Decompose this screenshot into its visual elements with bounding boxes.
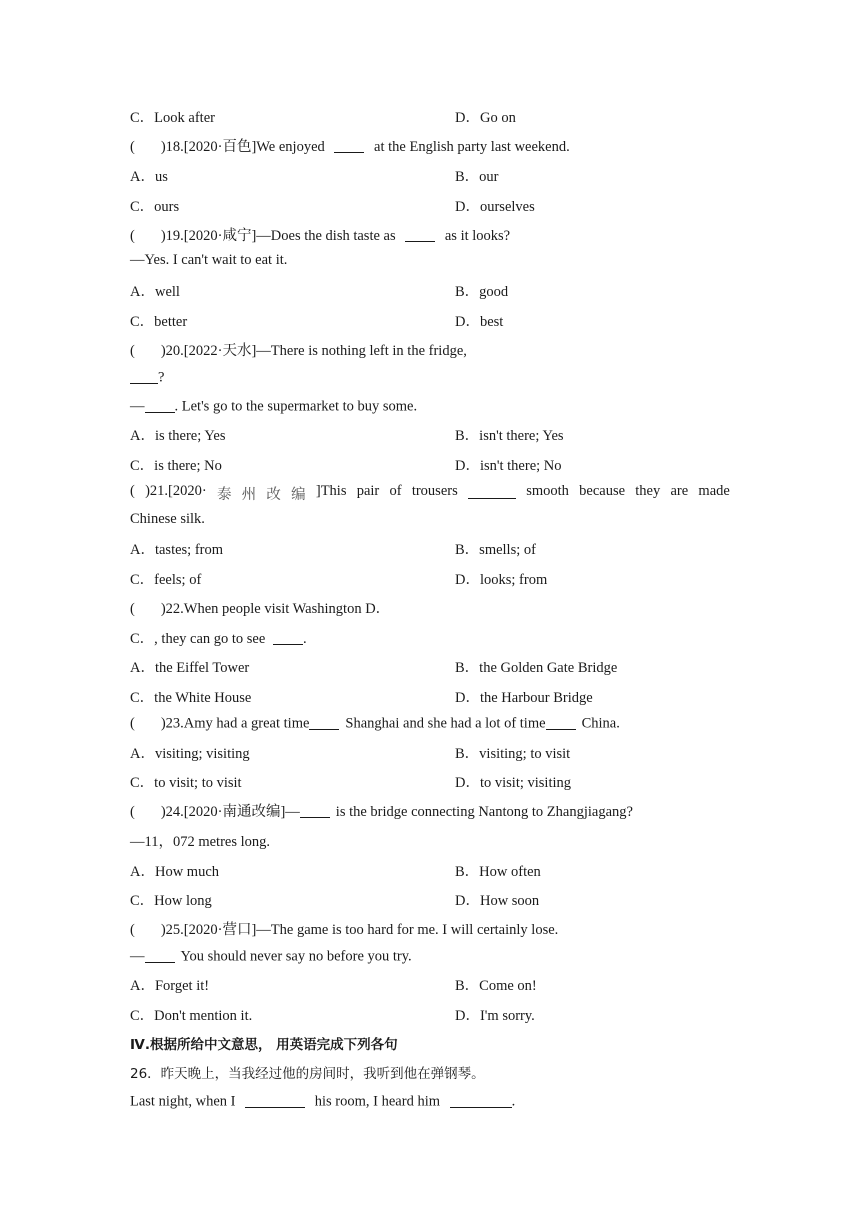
q25-option-b: B．Come on! bbox=[455, 978, 537, 994]
answer-paren: ( bbox=[130, 139, 135, 155]
q25-blank[interactable] bbox=[145, 947, 175, 963]
q19-option-b: B．good bbox=[455, 284, 509, 300]
q20-option-d: D．isn't there; No bbox=[455, 458, 562, 474]
q18-option-d: D．ourselves bbox=[455, 199, 535, 215]
question-23 bbox=[130, 714, 730, 733]
q23-stem-mid: Shanghai and she had a lot of time bbox=[345, 715, 546, 732]
q22-option-a: A．the Eiffel Tower bbox=[130, 660, 250, 676]
q26-blank-2[interactable] bbox=[450, 1092, 512, 1108]
q20-option-a: A．is there; Yes bbox=[130, 428, 226, 444]
q23-stem-end: China. bbox=[581, 715, 620, 732]
answer-paren: ( bbox=[130, 228, 135, 244]
q23-option-b: B．visiting; to visit bbox=[455, 746, 571, 762]
q22-option-b: B．the Golden Gate Bridge bbox=[455, 660, 618, 676]
q21-word: ]This bbox=[315, 483, 347, 499]
q23-stem: )23.Amy had a great time bbox=[160, 715, 310, 732]
q25-option-a: A．Forget it! bbox=[130, 978, 210, 994]
q21-option-c: C．feels; of bbox=[130, 572, 202, 588]
question-22 bbox=[130, 597, 730, 618]
q21-word: of bbox=[389, 483, 402, 499]
q26-chinese-prompt: 26．昨天晚上，当我经过他的房间时，我听到他在弹钢琴。 bbox=[130, 1066, 485, 1082]
q22-period: . bbox=[302, 631, 307, 647]
q19-option-c: C．better bbox=[130, 314, 188, 330]
q18-stem-rest: at the English party last weekend. bbox=[374, 139, 570, 155]
answer-paren: ( bbox=[130, 483, 135, 499]
q19-answer-line: —Yes. I can't wait to eat it. bbox=[130, 252, 288, 268]
q21-word: 编 bbox=[291, 487, 306, 503]
q21-line-2: Chinese silk. bbox=[130, 511, 205, 527]
q22-stem: )22.When people visit Washington D． bbox=[160, 601, 391, 617]
q24-option-d: D．How soon bbox=[455, 893, 540, 909]
q21-word: pair bbox=[356, 483, 380, 499]
q21-word: are bbox=[670, 483, 689, 499]
q22-option-c: C．the White House bbox=[130, 690, 252, 706]
q25-stem: )25.[2020·营口]—The game is too hard for me. I will certainly lose. bbox=[160, 922, 559, 938]
q21-option-d: D．looks; from bbox=[455, 572, 548, 588]
q24-option-a: A．How much bbox=[130, 864, 220, 880]
q24-option-b: B．How often bbox=[455, 864, 541, 880]
q26-text-start: Last night, when I bbox=[130, 1093, 236, 1110]
q20-blank-1[interactable] bbox=[130, 368, 158, 384]
answer-paren: ( bbox=[130, 922, 135, 938]
q19-blank[interactable] bbox=[405, 227, 435, 243]
q23-option-a: A．visiting; visiting bbox=[130, 746, 250, 762]
answer-paren: ( bbox=[130, 343, 135, 359]
q26-blank-1[interactable] bbox=[245, 1092, 305, 1108]
q22-line-2 bbox=[130, 627, 730, 648]
q17-option-c: C．Look after bbox=[130, 110, 215, 126]
q26-english-line bbox=[130, 1092, 730, 1111]
q20-dash: — bbox=[130, 398, 145, 415]
q25-dash: — bbox=[130, 948, 145, 965]
section-4-heading: Ⅳ.根据所给中文意思， 用英语完成下列各句 bbox=[130, 1037, 398, 1053]
q21-word: )21.[2020· bbox=[145, 483, 207, 499]
q21-option-b: B．smells; of bbox=[455, 542, 536, 558]
q21-word: trousers bbox=[411, 483, 458, 499]
q25-option-c: C．Don't mention it. bbox=[130, 1008, 253, 1024]
q24-option-c: C．How long bbox=[130, 893, 212, 909]
q18-stem: )18.[2020·百色]We enjoyed bbox=[160, 139, 325, 155]
q20-stem: )20.[2022·天水]—There is nothing left in the fridge, bbox=[160, 343, 467, 359]
q25-option-d: D．I'm sorry. bbox=[455, 1008, 535, 1024]
q22-blank[interactable] bbox=[273, 630, 303, 646]
question-20 bbox=[130, 339, 730, 360]
q20-question-mark: ? bbox=[158, 369, 165, 386]
q24-answer-line: —11，072 metres long. bbox=[130, 834, 271, 850]
q21-option-a: A．tastes; from bbox=[130, 542, 224, 558]
question-21 bbox=[130, 483, 730, 504]
q21-blank[interactable] bbox=[468, 483, 516, 499]
question-19 bbox=[130, 224, 730, 245]
q25-line-2-text: You should never say no before you try. bbox=[180, 948, 412, 965]
q23-blank-1[interactable] bbox=[309, 714, 339, 730]
q24-blank[interactable] bbox=[300, 803, 330, 819]
q18-blank[interactable] bbox=[334, 138, 364, 154]
answer-paren: ( bbox=[130, 601, 135, 617]
q24-stem-rest: is the bridge connecting Nantong to Zhangjiagang? bbox=[335, 804, 633, 820]
q18-option-a: A．us bbox=[130, 169, 168, 185]
q21-word: 改 bbox=[266, 487, 281, 503]
q20-line-3 bbox=[130, 397, 730, 416]
q21-word: because bbox=[579, 483, 626, 499]
q20-blank-2[interactable] bbox=[145, 397, 175, 413]
q24-stem: )24.[2020·南通改编]— bbox=[160, 804, 300, 820]
answer-paren: ( bbox=[130, 804, 135, 820]
q18-option-c: C．ours bbox=[130, 199, 180, 215]
q19-stem: )19.[2020·咸宁]—Does the dish taste as bbox=[160, 228, 396, 244]
q23-option-c: C．to visit; to visit bbox=[130, 775, 242, 791]
q26-period: . bbox=[511, 1093, 516, 1110]
q23-option-d: D．to visit; visiting bbox=[455, 775, 572, 791]
question-25 bbox=[130, 918, 730, 939]
q20-option-b: B．isn't there; Yes bbox=[455, 428, 564, 444]
q23-blank-2[interactable] bbox=[546, 714, 576, 730]
question-24 bbox=[130, 800, 730, 821]
q26-text-mid: his room, I heard him bbox=[314, 1093, 441, 1110]
q20-line-2 bbox=[130, 368, 730, 387]
q21-word: 泰 bbox=[216, 487, 232, 503]
q20-line-3-text: . Let's go to the supermarket to buy some. bbox=[174, 398, 418, 415]
answer-paren: ( bbox=[130, 715, 135, 732]
q19-option-a: A．well bbox=[130, 284, 180, 300]
q21-word: they bbox=[635, 483, 661, 499]
q18-option-b: B．our bbox=[455, 169, 499, 185]
q19-stem-rest: as it looks? bbox=[444, 228, 511, 244]
question-18 bbox=[130, 135, 730, 156]
q19-option-d: D．best bbox=[455, 314, 504, 330]
q25-line-2 bbox=[130, 947, 730, 966]
q21-word: made bbox=[698, 483, 730, 499]
q17-option-d: D．Go on bbox=[455, 110, 516, 126]
q21-word: smooth bbox=[526, 483, 569, 499]
q21-word: 州 bbox=[241, 487, 257, 503]
q22-line-2-text: C．, they can go to see bbox=[130, 631, 266, 647]
q20-option-c: C．is there; No bbox=[130, 458, 222, 474]
q22-option-d: D．the Harbour Bridge bbox=[455, 690, 593, 706]
